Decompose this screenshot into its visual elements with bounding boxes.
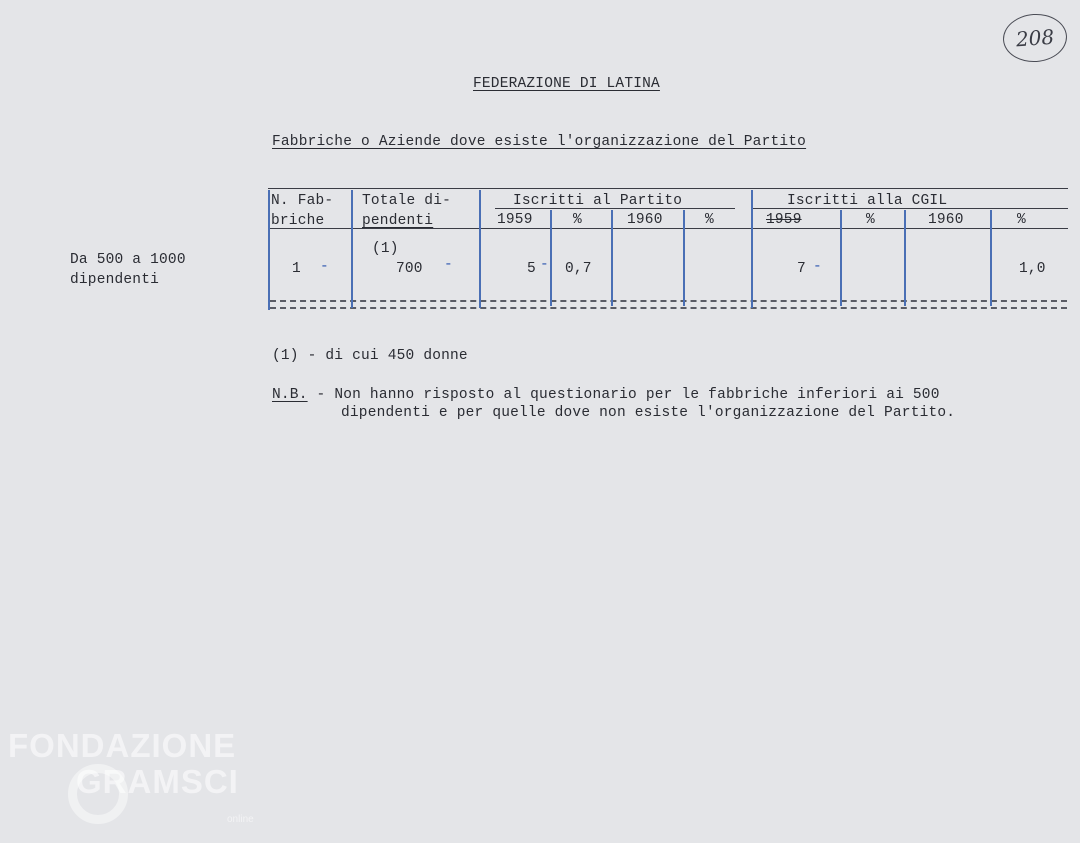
col-line: [751, 190, 753, 308]
cell-partito-1959-dash: -: [540, 257, 549, 273]
row-label-1: Da 500 a 1000: [70, 252, 186, 268]
header-fabbriche-1: N. Fab-: [271, 193, 334, 209]
cell-fabbriche: 1: [292, 261, 301, 277]
cell-cgil-1960-pct: 1,0: [1019, 261, 1046, 277]
col-line: [840, 210, 842, 306]
watermark-line-3: online: [227, 814, 254, 825]
header-cgil-1959-pct: %: [866, 212, 875, 228]
cell-dipendenti-dash: -: [444, 257, 453, 273]
page-subtitle: Fabbriche o Aziende dove esiste l'organizzazione del Partito: [272, 134, 807, 150]
col-line: [550, 210, 552, 306]
table-bottom-rule: [270, 300, 1067, 309]
header-partito-1959: 1959: [497, 212, 533, 228]
watermark-line-2: GRAMSCI: [76, 763, 239, 800]
watermark-line-1: FONDAZIONE: [8, 727, 237, 764]
row-label-2: dipendenti: [70, 272, 160, 288]
header-partito-1960: 1960: [627, 212, 663, 228]
header-cgil-1959: 1959: [766, 212, 802, 228]
nb-text-1: - Non hanno risposto al questionario per le fabbriche inferiori ai 500: [307, 387, 940, 403]
header-cgil-1960: 1960: [928, 212, 964, 228]
col-line: [268, 190, 270, 310]
col-line: [611, 210, 613, 306]
header-iscritti-cgil: Iscritti alla CGIL: [787, 193, 948, 209]
nb-label: N.B.: [272, 387, 308, 403]
cell-dipendenti-note: (1): [372, 241, 399, 257]
cell-cgil-1959: 7: [797, 261, 806, 277]
header-dipendenti-2: pendenti: [362, 213, 434, 229]
col-line: [683, 210, 685, 306]
header-partito-1959-pct: %: [573, 212, 582, 228]
col-line: [990, 210, 992, 306]
col-line: [479, 190, 481, 308]
cell-dipendenti: 700: [396, 261, 423, 277]
page-title: FEDERAZIONE DI LATINA: [473, 76, 660, 92]
table-top-rule: [268, 188, 1068, 189]
cell-cgil-1959-dash: -: [813, 259, 822, 275]
page-number-stamp: 208: [1001, 12, 1068, 64]
cell-partito-1959: 5: [527, 261, 536, 277]
cell-partito-1959-pct: 0,7: [565, 261, 592, 277]
footnote: (1) - di cui 450 donne: [272, 348, 468, 364]
cell-fabbriche-dash: -: [320, 259, 329, 275]
col-line: [904, 210, 906, 306]
header-iscritti-partito: Iscritti al Partito: [513, 193, 683, 209]
header-dipendenti-1: Totale di-: [362, 193, 452, 209]
header-cgil-1960-pct: %: [1017, 212, 1026, 228]
col-line: [351, 190, 353, 308]
header-partito-1960-pct: %: [705, 212, 714, 228]
nb-line-1: [272, 387, 940, 403]
nb-line-2: dipendenti e per quelle dove non esiste l'organizzazione del Partito.: [341, 405, 956, 421]
header-fabbriche-2: briche: [271, 213, 325, 229]
watermark-logo: [8, 727, 254, 825]
